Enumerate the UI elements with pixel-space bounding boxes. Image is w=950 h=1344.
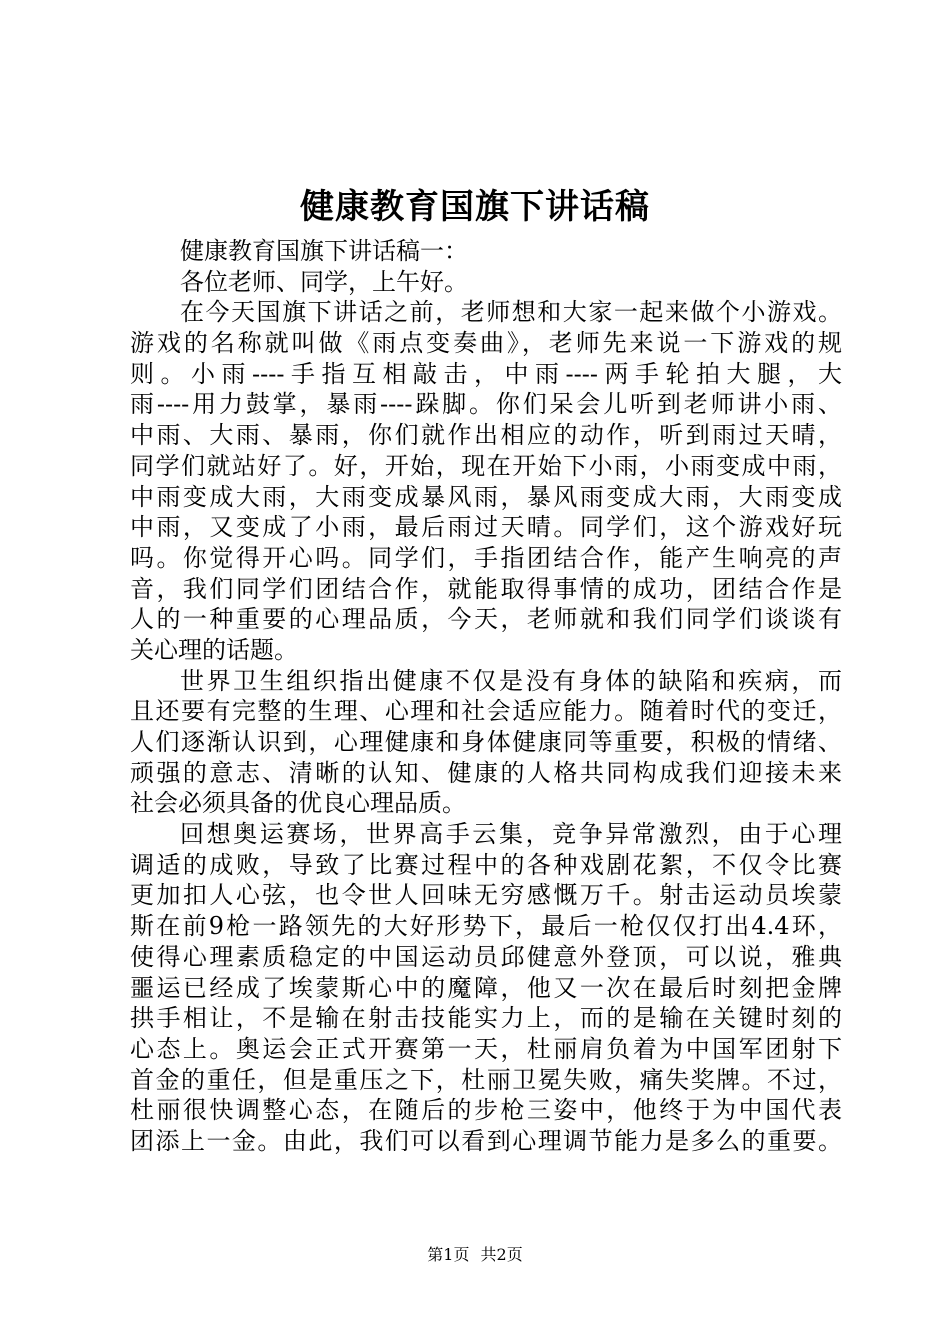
text-line: 调适的成败，导致了比赛过程中的各种戏剧花絮，不仅令比赛 <box>130 850 842 879</box>
text-line: 杜丽很快调整心态，在随后的步枪三姿中，他终于为中国代表 <box>130 1096 842 1125</box>
text-line: 则。小雨----手指互相敲击，中雨----两手轮拍大腿，大 <box>130 359 842 388</box>
text-line: 人们逐渐认识到，心理健康和身体健康同等重要，积极的情绪、 <box>130 728 842 756</box>
text-line: 中雨，又变成了小雨，最后雨过天晴。同学们，这个游戏好玩 <box>130 513 842 542</box>
document-title: 健康教育国旗下讲话稿 <box>300 187 650 227</box>
text-line: 音，我们同学们团结合作，就能取得事情的成功，团结合作是 <box>130 574 842 603</box>
text-line: 关心理的话题。 <box>130 635 298 664</box>
text-line: 噩运已经成了埃蒙斯心中的魔障，他又一次在最后时刻把金牌 <box>130 973 842 1002</box>
text-line: 更加扣人心弦，也令世人回味无穷感慨万千。射击运动员埃蒙 <box>130 881 842 910</box>
text-line: 回想奥运赛场，世界高手云集，竞争异常激烈，由于心理 <box>180 820 842 849</box>
text-line: 顽强的意志、清晰的认知、健康的人格共同构成我们迎接未来 <box>130 758 842 787</box>
text-line: 首金的重任，但是重压之下，杜丽卫冕失败，痛失奖牌。不过， <box>130 1065 842 1094</box>
text-line: 使得心理素质稳定的中国运动员邱健意外登顶，可以说，雅典 <box>130 942 842 971</box>
page-total: 共2页 <box>480 1245 523 1264</box>
text-line: 团添上一金。由此，我们可以看到心理调节能力是多么的重要。 <box>130 1126 842 1155</box>
document-body <box>130 236 842 1157</box>
text-line: 且还要有完整的生理、心理和社会适应能力。随着时代的变迁， <box>130 697 842 726</box>
text-line: 世界卫生组织指出健康不仅是没有身体的缺陷和疾病，而 <box>180 666 842 695</box>
text-line: 各位老师、同学，上午好。 <box>180 267 468 296</box>
text-line: 拱手相让，不是输在射击技能实力上，而的是输在关键时刻的 <box>130 1004 842 1033</box>
text-line: 中雨、大雨、暴雨，你们就作出相应的动作，听到雨过天晴， <box>130 421 842 450</box>
text-line: 健康教育国旗下讲话稿一： <box>180 237 468 265</box>
text-line: 心态上。奥运会正式开赛第一天，杜丽肩负着为中国军团射下 <box>130 1034 842 1063</box>
text-line: 游戏的名称就叫做《雨点变奏曲》，老师先来说一下游戏的规 <box>130 329 842 358</box>
text-line: 在今天国旗下讲话之前，老师想和大家一起来做个小游戏。 <box>180 298 842 327</box>
text-line: 中雨变成大雨，大雨变成暴风雨，暴风雨变成大雨，大雨变成 <box>130 482 842 511</box>
page-footer <box>0 1243 950 1267</box>
text-line: 斯在前9枪一路领先的大好形势下，最后一枪仅仅打出4.4环， <box>130 912 842 941</box>
text-line: 雨----用力鼓掌，暴雨----跺脚。你们呆会儿听到老师讲小雨、 <box>130 390 842 419</box>
page-number: 第1页 <box>427 1245 470 1264</box>
text-line: 同学们就站好了。好，开始，现在开始下小雨，小雨变成中雨， <box>130 451 842 480</box>
text-line: 人的一种重要的心理品质，今天，老师就和我们同学们谈谈有 <box>130 605 842 634</box>
text-line: 社会必须具备的优良心理品质。 <box>130 789 466 818</box>
text-line: 吗。你觉得开心吗。同学们，手指团结合作，能产生响亮的声 <box>130 543 842 572</box>
